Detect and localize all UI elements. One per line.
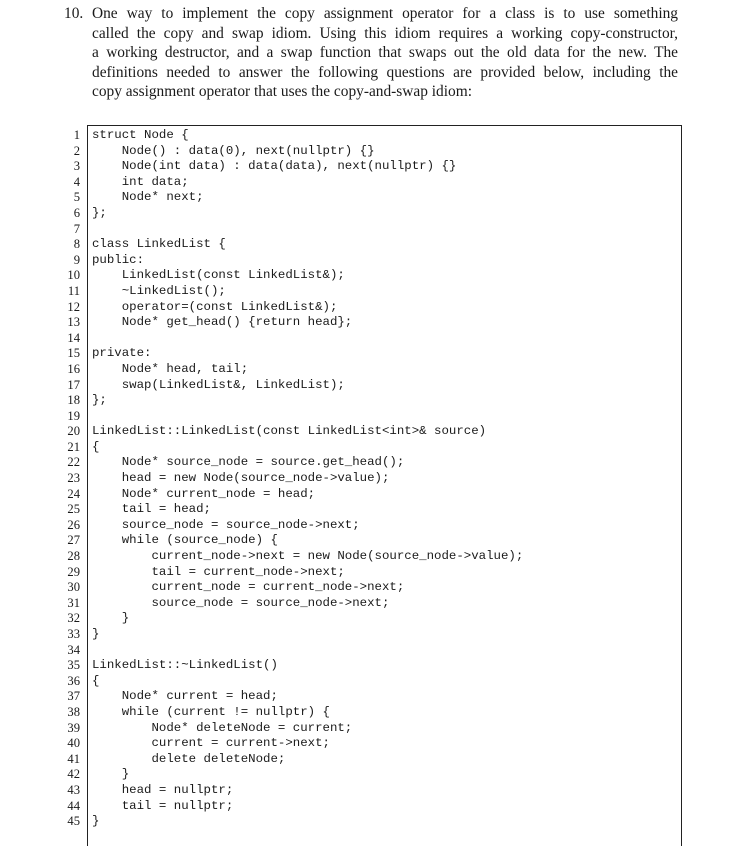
line-number: 10 [67,268,80,283]
line-number: 32 [67,611,80,626]
code-line: Node(int data) : data(data), next(nullptr) {} [92,159,457,174]
line-number: 14 [67,330,80,345]
code-line: }; [92,205,107,220]
line-number: 3 [73,159,80,174]
line-number: 29 [67,564,80,579]
code-line: operator=(const LinkedList&); [92,299,338,314]
code-line: tail = nullptr; [92,798,234,813]
line-number: 33 [67,627,80,641]
line-number: 20 [67,424,80,439]
line-number: 38 [67,704,80,719]
line-number: 24 [67,486,80,501]
line-number: 18 [67,393,80,408]
line-number: 34 [67,642,80,657]
line-number: 12 [67,299,80,314]
question-line: copy assignment operator that uses the copy-and-swap idiom: [92,83,472,101]
code-line: tail = head; [92,502,211,517]
line-number: 22 [67,455,80,470]
question-line: called the copy and swap idiom. Using this idiom requires a working copy-constructor, [92,24,678,42]
line-number: 28 [67,549,80,564]
line-number: 4 [73,174,80,189]
line-number-gutter [46,128,80,830]
code-line: tail = current_node->next; [92,564,345,579]
code-line [92,643,523,659]
line-number: 16 [67,361,80,376]
line-number: 45 [67,814,80,829]
code-line: while (source_node) { [92,533,278,548]
line-number: 30 [67,580,80,595]
line-number: 8 [73,237,80,252]
code-line: Node* head, tail; [92,361,249,376]
line-number: 2 [73,143,80,158]
code-line [92,409,523,425]
line-number: 35 [67,658,80,673]
line-number: 25 [67,502,80,517]
line-number: 11 [67,283,80,298]
code-line: LinkedList::LinkedList(const LinkedList<int>& source) [92,424,487,439]
code-line: while (current != nullptr) { [92,704,330,719]
code-listing [92,128,523,830]
line-number: 7 [73,221,80,236]
question-text [64,4,678,102]
code-line: } [92,627,100,641]
line-number: 44 [67,798,80,813]
code-line: } [92,767,130,782]
code-line: Node* source_node = source.get_head(); [92,455,405,470]
line-number: 13 [67,315,80,330]
code-line: LinkedList::~LinkedList() [92,658,278,673]
code-line: LinkedList(const LinkedList&); [92,268,345,283]
code-line: ~LinkedList(); [92,283,226,298]
line-number: 31 [67,595,80,610]
code-line: Node* deleteNode = current; [92,720,353,735]
code-line: current_node = current_node->next; [92,580,405,595]
line-number: 19 [67,408,80,423]
line-number: 23 [67,471,80,486]
line-number: 17 [67,377,80,392]
code-line: { [92,673,100,688]
code-line: Node* current = head; [92,689,278,704]
code-line: Node* get_head() {return head}; [92,315,353,330]
line-number: 1 [73,128,80,142]
line-number: 36 [67,673,80,688]
code-line: class LinkedList { [92,237,226,252]
code-line: int data; [92,174,189,189]
code-line: head = new Node(source_node->value); [92,471,390,486]
code-line: Node() : data(0), next(nullptr) {} [92,143,375,158]
code-line: public: [92,252,145,267]
question-line: One way to implement the copy assignment operator for a class is to use something [92,5,678,22]
line-number: 9 [73,252,80,267]
code-line: Node* current_node = head; [92,486,316,501]
code-line: current = current->next; [92,736,330,751]
line-number: 6 [73,205,80,220]
code-line: private: [92,346,152,361]
line-number: 26 [67,517,80,532]
code-line: { [92,439,100,454]
line-number: 15 [67,346,80,361]
line-number: 42 [67,767,80,782]
question-number: 10. [64,5,84,22]
code-line: Node* next; [92,190,204,205]
code-line: struct Node { [92,128,189,142]
line-number: 37 [67,689,80,704]
line-number: 40 [67,736,80,751]
code-line: head = nullptr; [92,782,234,797]
code-line [92,222,523,238]
code-line: swap(LinkedList&, LinkedList); [92,377,345,392]
question-line: a working destructor, and a swap function that swaps out the old data for the new. The [92,44,678,62]
code-line: source_node = source_node->next; [92,517,360,532]
line-number: 41 [67,751,80,766]
code-line: source_node = source_node->next; [92,595,390,610]
question-line: definitions needed to answer the following questions are provided below, including the [92,63,678,81]
code-line [92,331,523,347]
line-number: 5 [73,190,80,205]
code-line: } [92,814,100,829]
line-number: 27 [67,533,80,548]
code-line: }; [92,393,107,408]
code-line: } [92,611,130,626]
line-number: 43 [67,782,80,797]
code-line: current_node->next = new Node(source_node->value); [92,549,524,564]
line-number: 39 [67,720,80,735]
line-number: 21 [67,439,80,454]
code-line: delete deleteNode; [92,751,286,766]
